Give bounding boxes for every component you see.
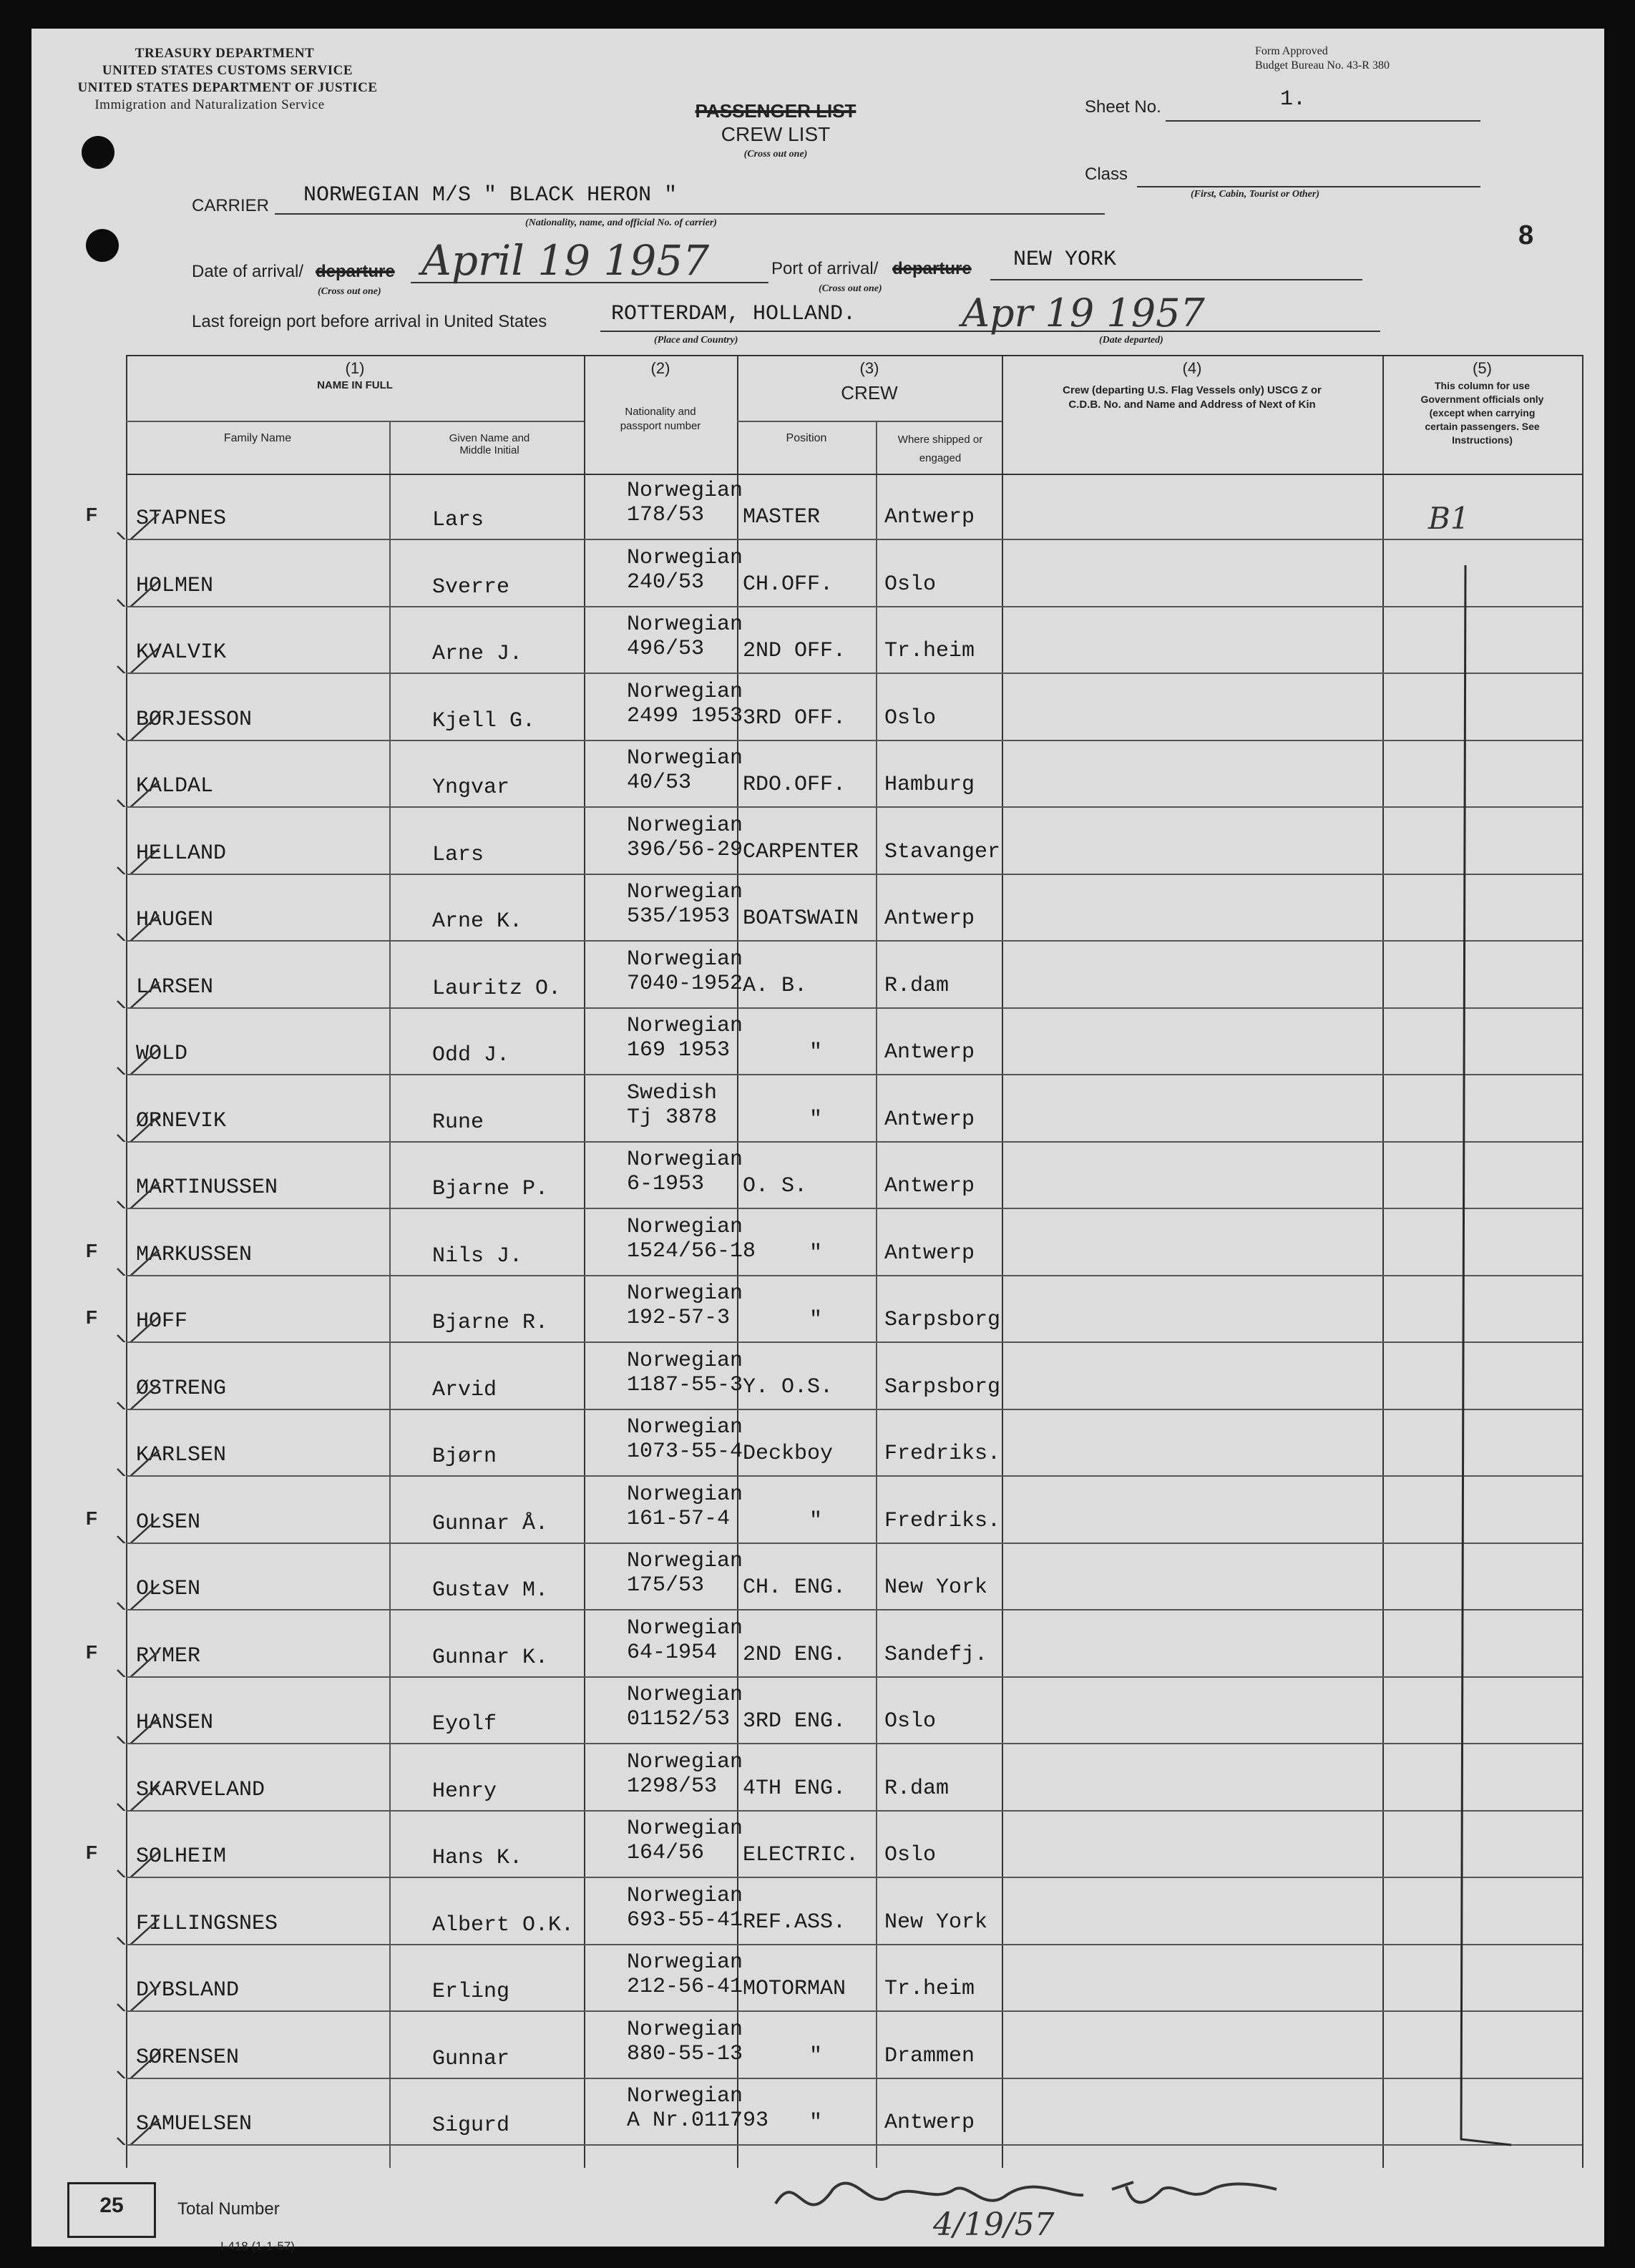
check-tick: [114, 1314, 165, 1342]
crew-row: [86, 474, 1582, 540]
f-mark: F: [86, 504, 97, 525]
where-shipped: Oslo: [884, 1709, 937, 1734]
given-name: Odd J.: [432, 1043, 510, 1067]
class-note: (First, Cabin, Tourist or Other): [1191, 189, 1319, 200]
crew-position: CH.OFF.: [743, 572, 834, 597]
given-name: Sverre: [432, 575, 510, 600]
agency-line-1: TREASURY DEPARTMENT: [135, 46, 315, 61]
given-name: Kjell G.: [432, 708, 536, 733]
f-mark: F: [86, 1641, 97, 1663]
passport-number: 161-57-4: [627, 1506, 731, 1531]
where-shipped: Sarpsborg: [884, 1308, 1001, 1332]
nationality: Norwegian: [627, 1817, 743, 1841]
crew-position: 4TH ENG.: [743, 1776, 846, 1801]
family-name: HOLMEN: [136, 573, 214, 598]
where-shipped: Antwerp: [884, 2111, 975, 2135]
passport-number: 175/53: [627, 1573, 705, 1598]
crew-row: [126, 1678, 1582, 1744]
given-name: Henry: [432, 1779, 497, 1804]
agency-line-2: UNITED STATES CUSTOMS SERVICE: [102, 63, 353, 78]
col-nationality: Nationality and passport number: [620, 406, 701, 432]
date-departure-struck: departure: [316, 262, 395, 281]
check-tick: [114, 712, 165, 740]
given-name: Arne J.: [432, 642, 523, 666]
check-tick: [114, 2116, 165, 2145]
crew-row: [126, 1344, 1582, 1410]
nationality: Norwegian: [627, 813, 743, 838]
arrival-date-handwritten: April 19 1957: [421, 236, 710, 285]
where-shipped: Sarpsborg: [884, 1374, 1001, 1399]
crew-row: [126, 1945, 1582, 2012]
date-note: (Cross out one): [318, 286, 381, 297]
nationality: Norwegian: [627, 1348, 743, 1373]
check-tick: [114, 778, 165, 807]
check-tick: [114, 1849, 165, 1877]
form-approved: Form Approved: [1255, 45, 1328, 57]
given-name: Eyolf: [432, 1712, 497, 1736]
nationality: Norwegian: [627, 1549, 743, 1573]
crew-position: O. S.: [743, 1174, 808, 1198]
crew-position: Y. O.S.: [743, 1374, 834, 1399]
crew-row: [126, 1745, 1582, 1812]
check-tick: [114, 2050, 165, 2078]
passport-number: 64-1954: [627, 1640, 718, 1665]
col-where-shipped: Where shipped or engaged: [897, 434, 983, 464]
nationality: Norwegian: [627, 746, 743, 771]
crew-row: [126, 675, 1582, 741]
check-tick: [114, 979, 165, 1008]
crew-row: [86, 1210, 1582, 1276]
title-note: (Cross out one): [743, 149, 808, 160]
crew-row: [126, 2013, 1582, 2079]
where-shipped: Antwerp: [884, 906, 975, 931]
crew-position: ": [809, 1107, 823, 1132]
carrier-note: (Nationality, name, and official No. of carrier): [525, 217, 717, 228]
where-shipped: Antwerp: [884, 505, 975, 529]
crew-position: RDO.OFF.: [743, 773, 846, 797]
crew-row: [126, 541, 1582, 607]
family-name: HOFF: [136, 1309, 188, 1334]
nationality: Norwegian: [627, 947, 743, 972]
crew-row: [126, 1879, 1582, 1945]
check-tick: [114, 1447, 165, 1476]
port-arrival-label: Port of arrival/: [771, 259, 879, 278]
crew-position: ": [809, 1040, 823, 1065]
where-shipped: Tr.heim: [884, 639, 975, 663]
given-name: Sigurd: [432, 2113, 510, 2138]
nationality: Norwegian: [627, 545, 743, 570]
last-port-value: ROTTERDAM, HOLLAND.: [611, 302, 856, 326]
last-port-note: (Place and Country): [654, 335, 738, 346]
family-name: ØRNEVIK: [136, 1108, 227, 1133]
family-name: KALDAL: [136, 774, 214, 798]
given-name: Yngvar: [432, 776, 510, 800]
passport-number: 396/56-29: [627, 837, 743, 862]
passport-number: 192-57-3: [627, 1306, 731, 1330]
family-name: SKARVELAND: [136, 1777, 265, 1802]
where-shipped: Antwerp: [884, 1174, 975, 1198]
given-name: Rune: [432, 1110, 484, 1135]
crew-position: 3RD OFF.: [743, 705, 846, 730]
row-divider: [126, 2144, 1582, 2146]
family-name: SØRENSEN: [136, 2045, 240, 2070]
family-name: MARKUSSEN: [136, 1242, 253, 1267]
crew-position: CH. ENG.: [743, 1575, 846, 1600]
col-crew: CREW: [841, 382, 898, 404]
f-mark: F: [86, 1239, 97, 1261]
check-tick: [114, 1581, 165, 1610]
given-name: Erling: [432, 1980, 510, 2004]
where-shipped: Oslo: [884, 705, 937, 730]
crew-position: A. B.: [743, 973, 808, 998]
given-name: Hans K.: [432, 1846, 523, 1870]
crew-row: [126, 2079, 1582, 2146]
family-name: SOLHEIM: [136, 1844, 227, 1869]
where-shipped: Oslo: [884, 572, 937, 597]
family-name: SAMUELSEN: [136, 2112, 253, 2136]
check-tick: [114, 645, 165, 673]
family-name: HANSEN: [136, 1711, 214, 1735]
crew-position: REF.ASS.: [743, 1910, 846, 1935]
family-name: BØRJESSON: [136, 707, 253, 732]
f-mark: F: [86, 1842, 97, 1863]
crew-row: [126, 1143, 1582, 1209]
crew-row: [126, 741, 1582, 808]
given-name: Arne K.: [432, 909, 523, 934]
date-departed-note: (Date departed): [1099, 335, 1163, 346]
crew-position: CARPENTER: [743, 839, 859, 864]
crew-position: MOTORMAN: [743, 1977, 846, 2001]
col-given-name: Given Name and Middle Initial: [449, 432, 530, 456]
check-tick: [114, 1983, 165, 2011]
col2-number: (2): [650, 359, 670, 377]
sheet-label: Sheet No.: [1085, 97, 1161, 117]
crew-position: MASTER: [743, 505, 821, 529]
port-note: (Cross out one): [819, 283, 882, 294]
passport-number: A Nr.011793: [627, 2108, 769, 2133]
family-name: MARTINUSSEN: [136, 1175, 278, 1200]
col-family-name: Family Name: [223, 432, 292, 444]
nationality: Norwegian: [627, 479, 743, 503]
given-name: Albert O.K.: [432, 1912, 575, 1937]
family-name: KVALVIK: [136, 640, 227, 665]
nationality: Norwegian: [627, 679, 743, 704]
crew-position: ": [809, 1308, 823, 1332]
crew-list-document: [31, 29, 1604, 2253]
nationality: Norwegian: [627, 2084, 743, 2108]
check-tick: [114, 1648, 165, 1677]
page-mark: 8: [1518, 220, 1534, 250]
passport-number: 1073-55-4: [627, 1440, 743, 1464]
where-shipped: Antwerp: [884, 1241, 975, 1266]
port-value: NEW YORK: [1013, 248, 1117, 272]
check-tick: [114, 511, 165, 539]
nationality: Norwegian: [627, 1014, 743, 1038]
family-name: DYBSLAND: [136, 1978, 240, 2003]
given-name: Lars: [432, 508, 484, 532]
passport-number: 178/53: [627, 503, 705, 527]
nationality: Norwegian: [627, 1683, 743, 1707]
where-shipped: Oslo: [884, 1843, 937, 1867]
nationality: Norwegian: [627, 1482, 743, 1507]
family-name: RYMER: [136, 1643, 201, 1668]
check-tick: [114, 1113, 165, 1142]
family-name: OLSEN: [136, 1577, 201, 1601]
crew-row: [86, 1611, 1582, 1678]
agency-line-4: Immigration and Naturalization Service: [94, 97, 325, 112]
nationality: Swedish: [627, 1080, 718, 1105]
given-name: Gunnar Å.: [432, 1511, 549, 1536]
check-tick: [114, 578, 165, 607]
struck-passenger-list: PASSENGER LIST: [695, 100, 856, 122]
given-name: Bjørn: [432, 1445, 497, 1469]
crew-row: [126, 607, 1582, 674]
given-name: Nils J.: [432, 1243, 523, 1269]
passport-number: 40/53: [627, 771, 692, 795]
family-name: FILLINGSNES: [136, 1911, 278, 1936]
given-name: Lauritz O.: [432, 976, 562, 1001]
sheet-number: 1.: [1280, 87, 1307, 112]
passport-number: Tj 3878: [627, 1105, 718, 1130]
carrier-label: CARRIER: [192, 196, 270, 215]
col3-number: (3): [859, 359, 879, 377]
col4-title: Crew (departing U.S. Flag Vessels only) USCG Z or C.D.B. No. and Name and Address of Next of Kin: [1063, 384, 1322, 411]
passport-number: 1298/53: [627, 1774, 718, 1799]
where-shipped: Drammen: [884, 2043, 975, 2068]
crew-row: [126, 875, 1582, 942]
family-name: WOLD: [136, 1042, 188, 1066]
official-bracket: [1434, 558, 1520, 2168]
crew-position: 2ND OFF.: [743, 639, 846, 663]
where-shipped: Fredriks.: [884, 1442, 1001, 1466]
nationality: Norwegian: [627, 1281, 743, 1306]
where-shipped: Antwerp: [884, 1040, 975, 1065]
passport-number: 169 1953: [627, 1038, 731, 1062]
family-name: OLSEN: [136, 1510, 201, 1535]
check-tick: [114, 1515, 165, 1543]
given-name: Gunnar K.: [432, 1645, 549, 1670]
check-tick: [114, 912, 165, 941]
crew-position: 3RD ENG.: [743, 1709, 846, 1734]
port-departure-struck: departure: [892, 259, 972, 278]
given-name: Gustav M.: [432, 1578, 549, 1603]
passport-number: 164/56: [627, 1841, 705, 1865]
nationality: Norwegian: [627, 1950, 743, 1975]
where-shipped: New York: [884, 1910, 988, 1935]
where-shipped: New York: [884, 1575, 988, 1600]
col5-number: (5): [1473, 359, 1492, 377]
given-name: Arvid: [432, 1377, 497, 1402]
check-tick: [114, 846, 165, 874]
check-tick: [114, 1046, 165, 1075]
crew-position: ": [809, 1241, 823, 1266]
check-tick: [114, 1247, 165, 1276]
last-port-label: Last foreign port before arrival in United States: [192, 312, 547, 331]
passport-number: 7040-1952: [627, 971, 743, 996]
passport-number: 496/53: [627, 637, 705, 661]
crew-position: BOATSWAIN: [743, 906, 859, 931]
col1-number: (1): [345, 359, 365, 377]
nationality: Norwegian: [627, 1214, 743, 1239]
family-name: HAUGEN: [136, 908, 214, 932]
family-name: HELLAND: [136, 841, 227, 866]
crew-row: [126, 1076, 1582, 1143]
crew-row: [86, 1812, 1582, 1878]
family-name: STAPNES: [136, 507, 227, 531]
crew-row: [126, 942, 1582, 1009]
given-name: Lars: [432, 842, 484, 867]
check-tick: [114, 1782, 165, 1811]
f-mark: F: [86, 1306, 97, 1328]
nationality: Norwegian: [627, 1749, 743, 1774]
nationality: Norwegian: [627, 880, 743, 904]
crew-row: [86, 1477, 1582, 1544]
nationality: Norwegian: [627, 1883, 743, 1908]
nationality: Norwegian: [627, 1415, 743, 1440]
col1-title: NAME IN FULL: [317, 379, 393, 391]
passport-number: 1524/56-18: [627, 1238, 756, 1263]
check-tick: [114, 1916, 165, 1945]
crew-position: ELECTRIC.: [743, 1843, 859, 1867]
crew-position: Deckboy: [743, 1442, 834, 1466]
signature-date: 4/19/57: [933, 2206, 1055, 2243]
class-label: Class: [1085, 165, 1128, 184]
where-shipped: R.dam: [884, 1776, 950, 1801]
passport-number: 880-55-13: [627, 2041, 743, 2066]
crew-row: [126, 1410, 1582, 1477]
col4-number: (4): [1182, 359, 1202, 377]
agency-line-3: UNITED STATES DEPARTMENT OF JUSTICE: [77, 80, 378, 95]
nationality: Norwegian: [627, 612, 743, 637]
passport-number: 535/1953: [627, 904, 731, 929]
nationality: Norwegian: [627, 1616, 743, 1641]
carrier-value: NORWEGIAN M/S " BLACK HERON ": [303, 183, 678, 207]
crew-row: [126, 808, 1582, 875]
given-name: Gunnar: [432, 2046, 510, 2071]
where-shipped: Sandefj.: [884, 1642, 988, 1667]
where-shipped: Stavanger: [884, 839, 1001, 864]
total-number-label: Total Number: [177, 2199, 280, 2219]
f-mark: F: [86, 1507, 97, 1529]
nationality: Norwegian: [627, 1148, 743, 1172]
where-shipped: Tr.heim: [884, 1977, 975, 2001]
passport-number: 693-55-41: [627, 1907, 743, 1932]
date-departed-handwritten: Apr 19 1957: [962, 290, 1205, 336]
family-name: LARSEN: [136, 974, 214, 999]
punch-hole: [86, 229, 119, 262]
form-title: CREW LIST: [721, 123, 831, 145]
where-shipped: Hamburg: [884, 773, 975, 797]
form-number: I-418 (1-1-57): [220, 2239, 295, 2253]
col5-title: This column for use Government officials only (except when carrying certain passengers. See Instructions): [1420, 380, 1544, 446]
family-name: ØSTRENG: [136, 1376, 227, 1401]
date-arrival-label: Date of arrival/: [192, 262, 304, 281]
given-name: Bjarne P.: [432, 1177, 549, 1201]
crew-row: [126, 1009, 1582, 1075]
total-number-value: 25: [99, 2194, 124, 2217]
given-name: Bjarne R.: [432, 1311, 549, 1335]
where-shipped: R.dam: [884, 973, 950, 998]
crew-position: 2ND ENG.: [743, 1642, 846, 1667]
crew-position: ": [809, 2111, 823, 2135]
official-mark: B1: [1428, 501, 1470, 536]
col-position: Position: [786, 432, 827, 444]
check-tick: [114, 1381, 165, 1409]
passport-number: 01152/53: [627, 1707, 731, 1731]
crew-row: [86, 1276, 1582, 1343]
passport-number: 2499 1953: [627, 703, 743, 728]
passport-number: 6-1953: [627, 1172, 705, 1196]
family-name: KARLSEN: [136, 1443, 227, 1467]
where-shipped: Antwerp: [884, 1107, 975, 1132]
check-tick: [114, 1180, 165, 1208]
check-tick: [114, 1715, 165, 1744]
budget-bureau-no: Budget Bureau No. 43-R 380: [1255, 59, 1390, 72]
crew-row: [126, 1544, 1582, 1610]
passport-number: 212-56-41: [627, 1975, 743, 1999]
passport-number: 240/53: [627, 570, 705, 595]
passport-number: 1187-55-3: [627, 1372, 743, 1397]
nationality: Norwegian: [627, 2017, 743, 2042]
crew-position: ": [809, 1508, 823, 1533]
punch-hole: [82, 136, 114, 169]
crew-position: ": [809, 2043, 823, 2068]
where-shipped: Fredriks.: [884, 1508, 1001, 1533]
